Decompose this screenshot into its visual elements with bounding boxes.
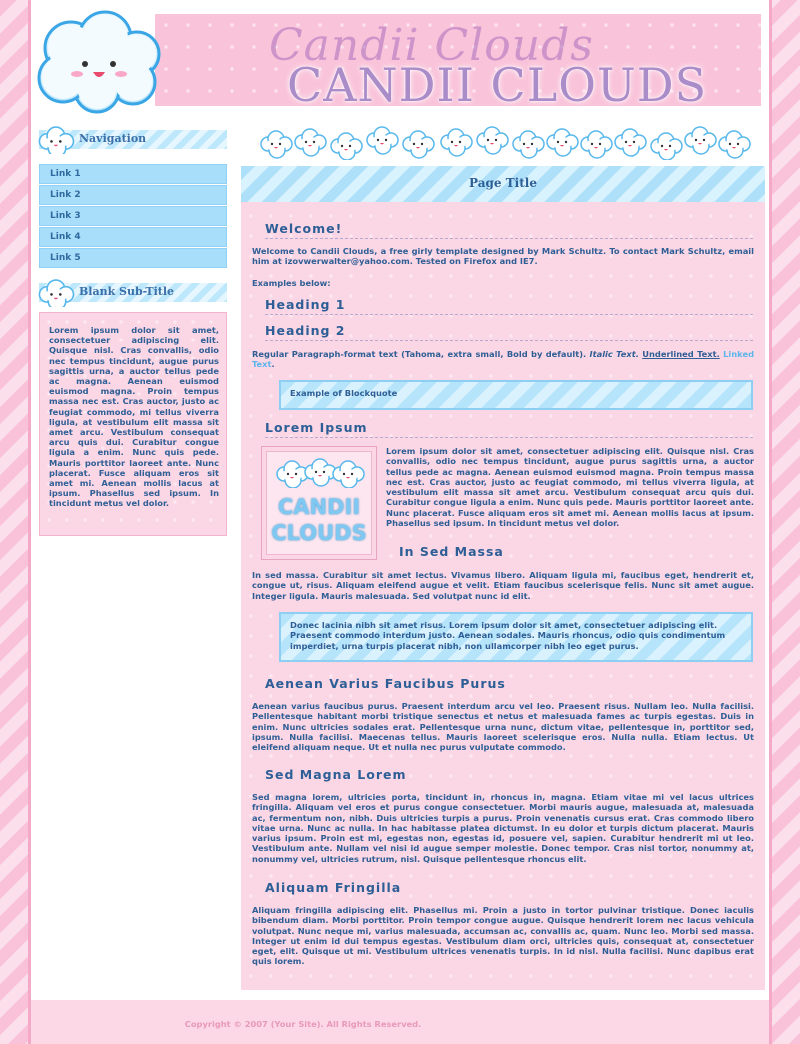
navigation-title-bar bbox=[39, 130, 227, 149]
sidebar-subtitle: Blank Sub-Title bbox=[79, 285, 175, 298]
italic-text: Italic Text. bbox=[589, 349, 639, 359]
cloud-decoration-strip bbox=[255, 124, 755, 160]
welcome-paragraph: Welcome to Candii Clouds, a free girly template designed by Mark Schultz. To contact Mark Schultz, email him at izovwerwalter@yahoo.com. Tested on Firefox and IE7. bbox=[252, 246, 754, 267]
blockquote-text: Example of Blockquote bbox=[290, 388, 398, 398]
cloud-icon bbox=[35, 279, 75, 307]
sed-massa-paragraph: In sed massa. Curabitur sit amet lectus. Vivamus libero. Aliquam ligula mi, faucibus eget, hendrerit et, congue ut, risus. Aliquam eleifend augue et velit. Etiam faucibus scelerisque felis. Nunc sit amet augue. Integer ligula. Mauris malesuada. Sed volutpat nunc id elit. bbox=[252, 570, 754, 601]
nav-link-1[interactable]: Link 1 bbox=[39, 164, 227, 184]
heading-aliquam: Aliquam Fringilla bbox=[265, 880, 402, 895]
cloud-icons bbox=[275, 458, 365, 488]
sidebar-paragraph: Lorem ipsum dolor sit amet, consectetuer adipiscing elit. Quisque nisl. Cras convallis, odio nec tempus tincidunt, augue purus sagittis urna, a auctor tellus pede ac magna. Aenean euismod euismod magna. Proin tempus massa nec est. Cras auctor, justo ac feugiat commodo, mi tellus viverra ligula, at vestibulum elit massa sit amet arcu. Vestibulum consequat arcu quis dui. Curabitur congue ligula a enim. Nunc quis pede. Mauris porttitor laoreet ante. Nunc placerat. Fusce aliquam eros sit amet mi. Aenean mollis lacus at ipsum. Phasellus sed ipsum. In tincidunt metus vel dolor. bbox=[49, 325, 219, 509]
aliquam-paragraph: Aliquam fringilla adipiscing elit. Phasellus mi. Proin a justo in tortor pulvinar tristique. Donec iaculis bibendum diam. Morbi porttitor. Proin tempor congue augue. Quisque hendrerit lorem nec lacus vehicula volutpat. Nunc neque mi, varius malesuada, accumsan ac, convallis ac, quam. Nunc leo. Morbi sed massa. Integer ut enim id dui tempus egestas. Vestibulum diam orci, ultricies quis, consequat at, consectetuer eget, elit. Quisque ut mi. Vestibulum ultrices venenatis turpis. In id nisl. Nulla facilisi. Nunc dapibus erat quis lorem. bbox=[252, 905, 754, 967]
thumbnail-logo-text: CANDII CLOUDS bbox=[271, 495, 367, 545]
heading-welcome: Welcome! bbox=[265, 221, 753, 239]
blockquote-donec bbox=[279, 612, 753, 662]
aenean-paragraph: Aenean varius faucibus purus. Praesent interdum arcu vel leo. Praesent risus. Nullam leo. Nulla facilisi. Pellentesque habitant morbi tristique senectus et netus et malesuada fames ac turpis egestas. Duis in enim. Nunc ultricies sodales erat. Pellentesque urna nunc, dictum vitae, pellentesque in, porttitor sed, ipsum. Nulla facilisi. Maecenas tellus. Mauris laoreet scelerisque eros. Nulla nulla. Etiam lectus. Ut eleifend aliquam neque. Ut et nulla nec purus vulputate commodo. bbox=[252, 701, 754, 753]
site-title-script: Candii Clouds bbox=[269, 20, 594, 71]
underlined-text: Underlined Text. bbox=[642, 349, 720, 359]
nav-link-2[interactable]: Link 2 bbox=[39, 185, 227, 205]
main-content bbox=[241, 166, 765, 990]
heading-sed-magna: Sed Magna Lorem bbox=[265, 767, 407, 782]
site-footer bbox=[31, 1000, 769, 1044]
examples-label: Examples below: bbox=[252, 278, 331, 288]
format-end: . bbox=[271, 359, 275, 370]
nav-link-3[interactable]: Link 3 bbox=[39, 206, 227, 226]
cloud-mascot-logo bbox=[33, 10, 165, 114]
page-title: Page Title bbox=[469, 176, 537, 190]
heading-in-sed-massa: In Sed Massa bbox=[399, 544, 504, 559]
blockquote-example bbox=[279, 380, 753, 410]
sidebar-text-box bbox=[39, 312, 227, 536]
heading-aenean: Aenean Varius Faucibus Purus bbox=[265, 676, 506, 691]
navigation-title: Navigation bbox=[79, 132, 147, 145]
format-example-paragraph bbox=[252, 349, 754, 370]
site-header bbox=[31, 14, 769, 112]
heading-2: Heading 2 bbox=[265, 323, 753, 341]
heading-1: Heading 1 bbox=[265, 297, 753, 315]
page-title-bar bbox=[241, 166, 765, 202]
regular-text: Regular Paragraph-format text (Tahoma, extra small, Bold by default). bbox=[252, 349, 587, 359]
page-container bbox=[28, 0, 772, 1044]
footer-copyright: Copyright © 2007 (Your Site). All Rights Reserved. bbox=[184, 1019, 422, 1029]
nav-link-4[interactable]: Link 4 bbox=[39, 227, 227, 247]
candii-clouds-thumbnail bbox=[261, 446, 377, 560]
heading-lorem-ipsum: Lorem Ipsum bbox=[265, 420, 753, 438]
linked-text[interactable]: Linked Text bbox=[252, 349, 755, 370]
nav-link-5[interactable]: Link 5 bbox=[39, 248, 227, 268]
cloud-icon bbox=[35, 126, 75, 154]
nav-list bbox=[39, 164, 227, 269]
sed-magna-paragraph: Sed magna lorem, ultricies porta, tincidunt in, rhoncus in, magna. Etiam vitae mi vel lacus ultrices fringilla. Aliquam vel eros et purus congue consectetuer. Morbi mauris augue, malesuada at, malesuada ac, fermentum non, nibh. Duis ultricies turpis a purus. Proin venenatis cursus erat. Cras commodo libero vitae urna. Nunc ac nulla. In hac habitasse platea dictumst. In eu dolor et turpis dictum placerat. Mauris varius ipsum. Proin est mi, egestas non, egestas id, posuere vel, sapien. Curabitur hendrerit mi ut leo. Vestibulum ante. Nullam vel nisi id augue semper molestie. Donec tempor. Cras nisl tortor, nonummy at, nonummy vel, ultricies rutrum, nisl. Quisque pellentesque rhoncus elit. bbox=[252, 792, 754, 864]
lorem-paragraph: Lorem ipsum dolor sit amet, consectetuer adipiscing elit. Quisque nisl. Cras convallis, odio nec tempus tincidunt, augue purus sagittis urna, a auctor tellus pede ac magna. Aenean euismod euismod magna. Proin tempus massa nec est. Cras auctor, justo ac feugiat commodo, mi tellus viverra ligula, at vestibulum elit massa sit amet arcu. Vestibulum consequat arcu quis dui. Curabitur congue ligula a enim. Nunc quis pede. Mauris porttitor laoreet ante. Nunc placerat. Fusce aliquam eros sit amet mi. Aenean mollis lacus at ipsum. Phasellus sed ipsum. In tincidunt metus vel dolor. bbox=[386, 446, 754, 529]
subtitle-bar bbox=[39, 283, 227, 302]
blockquote-text: Donec lacinia nibh sit amet risus. Lorem ipsum dolor sit amet, consectetuer adipiscing elit. Praesent commodo interdum justo. Aenean sodales. Mauris rhoncus, odio quis condimentum imperdiet, urna turpis placerat nibh, non ullamcorper nibh leo eget purus. bbox=[290, 620, 726, 651]
site-title: CANDII CLOUDS bbox=[287, 58, 708, 112]
